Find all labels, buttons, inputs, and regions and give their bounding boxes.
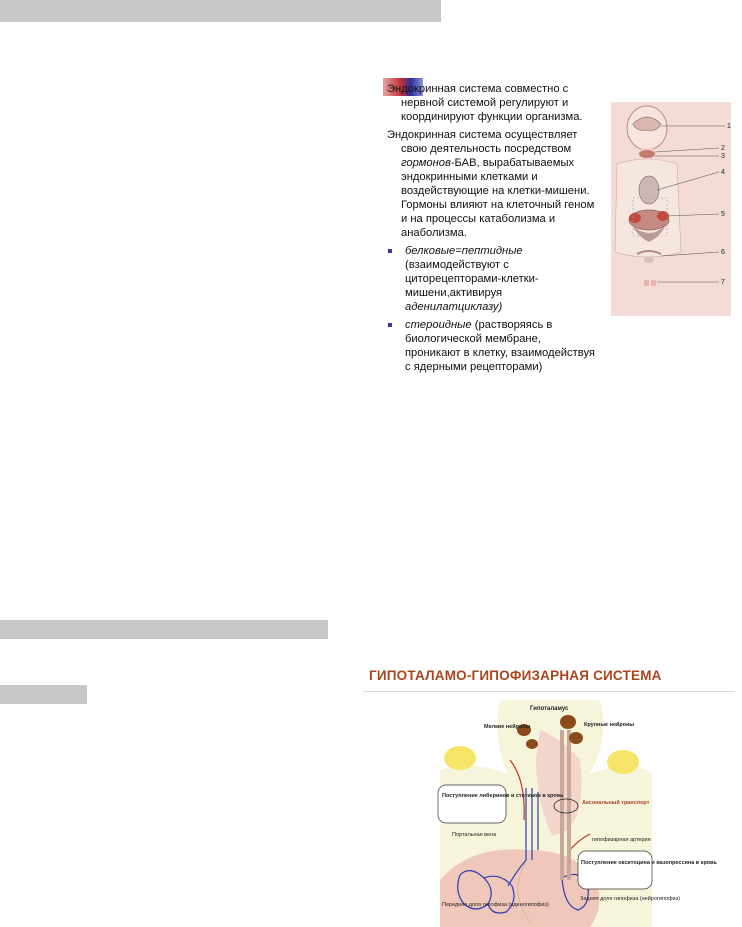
bullet2-italic: стероидные <box>405 319 472 331</box>
human-body-endocrine-figure <box>611 102 739 316</box>
figure-label-2: 2 <box>721 145 725 152</box>
figure-label-6: 6 <box>721 249 725 256</box>
para2-text-a: Эндокринная система осуществляет свою деятельность посредством <box>387 129 578 155</box>
hypothalamic-pituitary-diagram <box>440 700 717 927</box>
bullet-square-icon <box>388 249 392 253</box>
bullet-steroid <box>387 318 599 374</box>
bullet1-text: (взаимодействуют с циторецепторами-клетки-мишени,активируя <box>405 259 539 299</box>
figure-label-7: 7 <box>721 279 725 286</box>
header-bar-middle <box>0 620 328 639</box>
label-posterior: Задняя доля гипофиза (нейрогипофиз) <box>580 896 680 902</box>
para2-italic: гормонов <box>401 157 451 169</box>
endocrine-text <box>387 82 599 378</box>
label-hypothalamus: Гипоталамус <box>530 706 569 712</box>
slide-title: ГИПОТАЛАМО-ГИПОФИЗАРНАЯ СИСТЕМА <box>369 668 662 683</box>
figure-label-4: 4 <box>721 169 725 176</box>
figure-label-5: 5 <box>721 211 725 218</box>
label-axonal: Аксональный транспорт <box>582 800 650 806</box>
figure-label-1: 1 <box>727 123 731 130</box>
label-large-neurons: Крупные нейроны <box>584 722 635 728</box>
label-portal: Портальная вена <box>452 832 497 838</box>
hypothalamic-pituitary-slide <box>363 660 742 927</box>
header-bar-top <box>0 0 441 22</box>
bullet1-italic: белковые=пептидные <box>405 245 523 257</box>
label-liberins: Поступление либеринов и статинов в кровь <box>442 793 564 799</box>
label-oxytocin: Поступление окситоцина и вазопрессина в кровь <box>581 860 717 866</box>
figure-label-3: 3 <box>721 153 725 160</box>
para2-text-b: -БАВ, вырабатываемых эндокринными клетками и воздействующие на клетки-мишени. Гормоны влияют на клеточный геном и на процессы катаболизма и анаболизма. <box>401 157 595 239</box>
bullet-peptide <box>387 244 599 314</box>
header-bar-small <box>0 685 87 704</box>
label-small-neurons: Мелкие нейроны <box>484 724 531 730</box>
label-anterior: Передняя доля гипофиза (аденогипофиз) <box>442 902 549 908</box>
bullet-square-icon <box>388 323 392 327</box>
paragraph-2 <box>387 128 599 240</box>
bullet2-text: (растворяясь в биологической мембране, проникают в клетку, взаимодействуя с ядерными рецепторами) <box>405 319 595 373</box>
title-divider <box>363 691 735 692</box>
label-artery: гипофизарная артерия <box>592 837 651 843</box>
bullet1-italic2: аденилатциклазу) <box>405 301 503 313</box>
paragraph-1: Эндокринная система совместно с нервной системой регулируют и координируют функции организма. <box>387 83 583 123</box>
